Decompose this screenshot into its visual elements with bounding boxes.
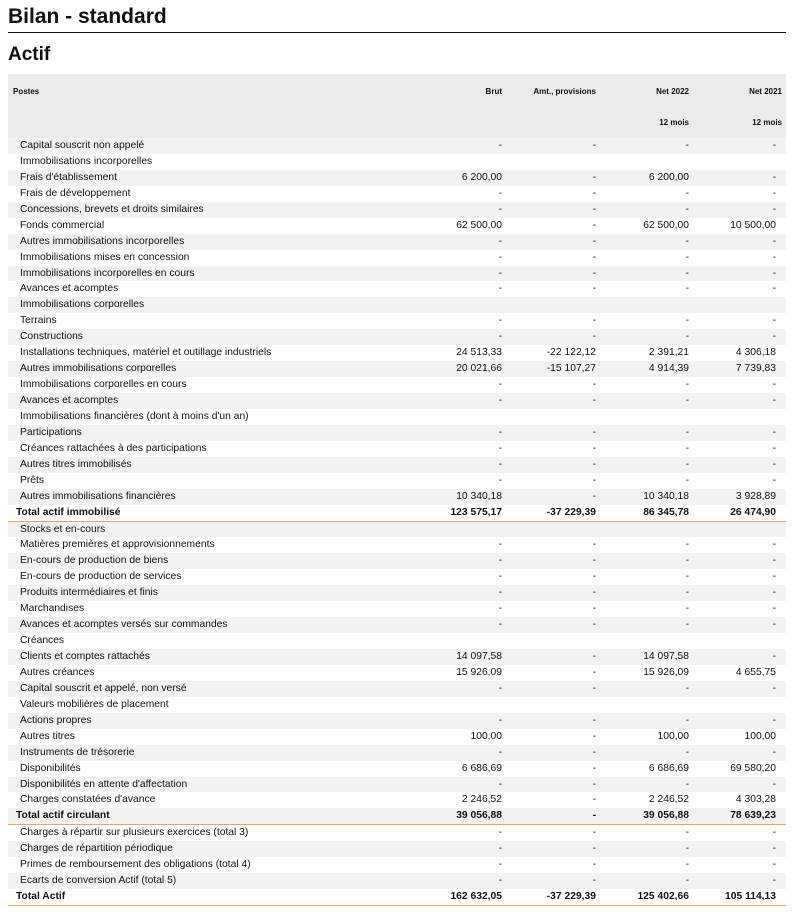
table-row bbox=[8, 857, 786, 873]
net-2022-value: 6 200,00 bbox=[648, 171, 689, 183]
table-row bbox=[8, 697, 786, 713]
table-row bbox=[8, 361, 786, 377]
row-label: Charges constatées d'avance bbox=[20, 794, 156, 806]
net-2022-value: - bbox=[685, 539, 689, 551]
table-row bbox=[8, 186, 786, 202]
net-2022-value: - bbox=[685, 474, 689, 486]
brut-value: - bbox=[498, 587, 502, 599]
brut-value: - bbox=[498, 746, 502, 758]
row-label: Total actif circulant bbox=[16, 810, 110, 822]
header-amortissements: Amt., provisions bbox=[533, 87, 596, 96]
table-row bbox=[8, 393, 786, 409]
brut-value: - bbox=[498, 235, 502, 247]
row-label: Total Actif bbox=[16, 891, 66, 903]
net-2022-value: 10 340,18 bbox=[643, 490, 689, 502]
net-2022-value: 2 246,52 bbox=[648, 794, 689, 806]
brut-value: - bbox=[498, 682, 502, 694]
table-row bbox=[8, 761, 786, 777]
net-2022-value: 62 500,00 bbox=[643, 219, 689, 231]
brut-value: - bbox=[498, 778, 502, 790]
amortissement-value: - bbox=[592, 267, 596, 279]
row-label: Primes de remboursement des obligations (total 4) bbox=[20, 859, 251, 871]
net-2022-value: - bbox=[685, 331, 689, 343]
table-row bbox=[8, 633, 786, 649]
row-label: Créances bbox=[20, 635, 65, 647]
table-row bbox=[8, 313, 786, 329]
amortissement-value: - bbox=[592, 666, 596, 678]
brut-value: - bbox=[498, 571, 502, 583]
amortissement-value: - bbox=[592, 474, 596, 486]
net-2021-value: 78 639,23 bbox=[730, 810, 776, 822]
net-2021-value: - bbox=[772, 778, 776, 790]
net-2022-value: - bbox=[685, 283, 689, 295]
brut-value: 100,00 bbox=[470, 730, 502, 742]
table-row bbox=[8, 377, 786, 393]
amortissement-value: - bbox=[592, 315, 596, 327]
net-2022-value: 6 686,69 bbox=[648, 762, 689, 774]
net-2022-value: 86 345,78 bbox=[643, 506, 689, 518]
brut-value: - bbox=[498, 283, 502, 295]
header-period-2021: 12 mois bbox=[752, 118, 782, 127]
net-2021-value: 26 474,90 bbox=[730, 506, 776, 518]
amortissement-value: - bbox=[592, 251, 596, 263]
row-label: Marchandises bbox=[20, 603, 85, 615]
table-row bbox=[8, 266, 786, 282]
brut-value: 14 097,58 bbox=[456, 651, 502, 662]
table-row bbox=[8, 441, 786, 457]
brut-value: - bbox=[498, 426, 502, 438]
net-2022-value: - bbox=[685, 587, 689, 599]
table-row bbox=[8, 585, 786, 601]
brut-value: - bbox=[498, 140, 502, 151]
net-2021-value: - bbox=[772, 539, 776, 551]
row-label: En-cours de production de biens bbox=[20, 555, 169, 567]
amortissement-value: - bbox=[592, 555, 596, 567]
row-label: Total actif immobilisé bbox=[16, 506, 121, 518]
document-title: Bilan - standard bbox=[8, 3, 786, 33]
net-2021-value: - bbox=[772, 171, 776, 183]
net-2021-value: - bbox=[772, 587, 776, 599]
amortissement-value: - bbox=[592, 762, 596, 774]
net-2021-value: 3 928,89 bbox=[735, 490, 776, 502]
brut-value: - bbox=[498, 267, 502, 279]
brut-value: 15 926,09 bbox=[456, 666, 502, 678]
net-2022-value: - bbox=[685, 603, 689, 615]
brut-value: 6 200,00 bbox=[461, 171, 502, 183]
net-2022-value: - bbox=[685, 778, 689, 790]
amortissement-value: - bbox=[592, 379, 596, 391]
net-2021-value: - bbox=[772, 714, 776, 726]
amortissement-value: - bbox=[592, 442, 596, 454]
net-2022-value: 100,00 bbox=[657, 730, 689, 742]
amortissement-value: - bbox=[592, 730, 596, 742]
amortissement-value: - bbox=[592, 331, 596, 343]
brut-value: - bbox=[498, 251, 502, 263]
net-2021-value: - bbox=[772, 235, 776, 247]
table-row bbox=[8, 457, 786, 473]
amortissement-value: - bbox=[592, 283, 596, 295]
row-label: Constructions bbox=[20, 331, 83, 343]
brut-value: - bbox=[498, 619, 502, 631]
brut-value: - bbox=[498, 603, 502, 615]
amortissement-value: - bbox=[592, 571, 596, 583]
table-body bbox=[8, 138, 786, 906]
row-label: Terrains bbox=[20, 315, 57, 327]
header-postes: Postes bbox=[13, 87, 40, 96]
net-2021-value: - bbox=[772, 187, 776, 199]
table-row bbox=[8, 202, 786, 218]
row-label: Immobilisations incorporelles en cours bbox=[20, 267, 195, 279]
amortissement-value: - bbox=[592, 682, 596, 694]
table-row bbox=[8, 218, 786, 234]
table-row bbox=[8, 569, 786, 585]
row-label: Avances et acomptes bbox=[20, 283, 119, 295]
table-row bbox=[8, 553, 786, 569]
row-label: Frais d'établissement bbox=[20, 171, 117, 183]
row-label: Clients et comptes rattachés bbox=[20, 651, 150, 662]
amortissement-value: - bbox=[592, 235, 596, 247]
net-2022-value: - bbox=[685, 426, 689, 438]
net-2022-value: - bbox=[685, 571, 689, 583]
brut-value: - bbox=[498, 395, 502, 406]
row-label: Avances et acomptes versés sur commandes bbox=[20, 619, 228, 631]
net-2022-value: - bbox=[685, 458, 689, 470]
table-row bbox=[8, 409, 786, 425]
net-2021-value: - bbox=[772, 442, 776, 454]
row-label: Capital souscrit et appelé, non versé bbox=[20, 682, 187, 694]
amortissement-value: - bbox=[592, 219, 596, 231]
net-2021-value: - bbox=[772, 603, 776, 615]
net-2022-value: - bbox=[685, 267, 689, 279]
net-2022-value: 14 097,58 bbox=[643, 651, 689, 662]
net-2022-value: 2 391,21 bbox=[648, 347, 689, 359]
amortissement-value: - bbox=[592, 587, 596, 599]
net-2021-value: 100,00 bbox=[744, 730, 776, 742]
table-row bbox=[8, 841, 786, 857]
net-2021-value: - bbox=[772, 859, 776, 871]
net-2022-value: - bbox=[685, 619, 689, 631]
net-2022-value: - bbox=[685, 203, 689, 215]
table-row bbox=[8, 170, 786, 186]
row-label: Immobilisations financières (dont à moins d'un an) bbox=[20, 410, 249, 422]
header-net-2021: Net 2021 bbox=[749, 87, 782, 96]
net-2021-value: 4 303,28 bbox=[735, 794, 776, 806]
net-2021-value: - bbox=[772, 331, 776, 343]
balance-sheet-table bbox=[8, 74, 786, 906]
row-label: Avances et acomptes bbox=[20, 395, 119, 406]
row-label: Autres titres immobilisés bbox=[20, 458, 132, 470]
section-title: Actif bbox=[8, 44, 51, 65]
amortissement-value: - bbox=[592, 619, 596, 631]
net-2022-value: 125 402,66 bbox=[637, 891, 689, 903]
row-label: Fonds commercial bbox=[20, 219, 105, 231]
brut-value: - bbox=[498, 859, 502, 871]
brut-value: 10 340,18 bbox=[456, 490, 502, 502]
table-row bbox=[8, 601, 786, 617]
brut-value: - bbox=[498, 474, 502, 486]
row-label: Actions propres bbox=[20, 714, 92, 726]
net-2021-value: - bbox=[772, 426, 776, 438]
table-row bbox=[8, 792, 786, 808]
brut-value: - bbox=[498, 442, 502, 454]
net-2022-value: - bbox=[685, 187, 689, 199]
amortissement-value: -37 229,39 bbox=[546, 891, 596, 903]
table-row bbox=[8, 825, 786, 841]
amortissement-value: -22 122,12 bbox=[546, 347, 596, 359]
net-2021-value: - bbox=[772, 827, 776, 839]
table-row bbox=[8, 154, 786, 170]
net-2021-value: 69 580,20 bbox=[730, 762, 776, 774]
amortissement-value: - bbox=[592, 203, 596, 215]
table-row bbox=[8, 665, 786, 681]
table-row bbox=[8, 713, 786, 729]
table-row bbox=[8, 729, 786, 745]
net-2021-value: - bbox=[772, 395, 776, 406]
row-label: Charges de répartition périodique bbox=[20, 843, 173, 855]
net-2021-value: - bbox=[772, 619, 776, 631]
net-2022-value: - bbox=[685, 875, 689, 887]
net-2021-value: - bbox=[772, 251, 776, 263]
row-label: Frais de développement bbox=[20, 187, 131, 199]
row-label: Immobilisations corporelles bbox=[20, 299, 145, 311]
row-label: Installations techniques, matériel et outillage industriels bbox=[20, 347, 272, 359]
row-label: Disponibilités bbox=[20, 762, 81, 774]
net-2021-value: 4 655,75 bbox=[735, 666, 776, 678]
brut-value: 62 500,00 bbox=[456, 219, 502, 231]
table-row bbox=[8, 777, 786, 793]
net-2022-value: 4 914,39 bbox=[648, 363, 689, 375]
brut-value: - bbox=[498, 714, 502, 726]
amortissement-value: - bbox=[592, 651, 596, 662]
net-2022-value: - bbox=[685, 682, 689, 694]
brut-value: 123 575,17 bbox=[450, 506, 502, 518]
row-label: Matières premières et approvisionnements bbox=[20, 539, 215, 551]
table-row bbox=[8, 473, 786, 489]
brut-value: - bbox=[498, 539, 502, 551]
table-row bbox=[8, 522, 786, 538]
net-2021-value: - bbox=[772, 267, 776, 279]
header-brut: Brut bbox=[485, 87, 502, 96]
brut-value: 20 021,66 bbox=[456, 363, 502, 375]
row-label: Disponibilités en attente d'affectation bbox=[20, 778, 188, 790]
table-row bbox=[8, 873, 786, 889]
amortissement-value: - bbox=[592, 714, 596, 726]
total-row bbox=[8, 808, 786, 825]
amortissement-value: -15 107,27 bbox=[546, 363, 596, 375]
brut-value: - bbox=[498, 843, 502, 855]
net-2021-value: - bbox=[772, 875, 776, 887]
row-label: Valeurs mobilières de placement bbox=[20, 698, 169, 710]
row-label: Prêts bbox=[20, 474, 45, 486]
amortissement-value: - bbox=[592, 778, 596, 790]
total-row bbox=[8, 889, 786, 906]
net-2021-value: - bbox=[772, 571, 776, 583]
row-label: Capital souscrit non appelé bbox=[20, 140, 145, 151]
brut-value: 6 686,69 bbox=[461, 762, 502, 774]
net-2022-value: - bbox=[685, 379, 689, 391]
amortissement-value: -37 229,39 bbox=[546, 506, 596, 518]
net-2021-value: - bbox=[772, 283, 776, 295]
amortissement-value: - bbox=[592, 746, 596, 758]
amortissement-value: - bbox=[592, 794, 596, 806]
table-row bbox=[8, 745, 786, 761]
brut-value: 24 513,33 bbox=[456, 347, 502, 359]
table-header bbox=[8, 74, 786, 138]
header-period-2022: 12 mois bbox=[659, 118, 689, 127]
row-label: Immobilisations mises en concession bbox=[20, 251, 190, 263]
net-2021-value: 4 306,18 bbox=[735, 347, 776, 359]
row-label: Concessions, brevets et droits similaires bbox=[20, 203, 204, 215]
amortissement-value: - bbox=[592, 810, 596, 822]
amortissement-value: - bbox=[592, 827, 596, 839]
row-label: Charges à répartir sur plusieurs exercices (total 3) bbox=[20, 827, 249, 839]
table-row bbox=[8, 250, 786, 266]
net-2022-value: - bbox=[685, 251, 689, 263]
amortissement-value: - bbox=[592, 843, 596, 855]
brut-value: - bbox=[498, 827, 502, 839]
net-2022-value: - bbox=[685, 395, 689, 406]
row-label: Autres créances bbox=[20, 666, 95, 678]
net-2022-value: - bbox=[685, 140, 689, 151]
net-2022-value: - bbox=[685, 442, 689, 454]
net-2022-value: 15 926,09 bbox=[643, 666, 689, 678]
net-2021-value: - bbox=[772, 140, 776, 151]
brut-value: 39 056,88 bbox=[456, 810, 502, 822]
net-2021-value: - bbox=[772, 203, 776, 215]
row-label: Participations bbox=[20, 426, 82, 438]
table-row bbox=[8, 234, 786, 250]
row-label: Instruments de trésorerie bbox=[20, 746, 135, 758]
table-row bbox=[8, 345, 786, 361]
row-label: Autres immobilisations incorporelles bbox=[20, 235, 185, 247]
net-2022-value: 39 056,88 bbox=[643, 810, 689, 822]
brut-value: - bbox=[498, 875, 502, 887]
net-2021-value: - bbox=[772, 379, 776, 391]
brut-value: - bbox=[498, 203, 502, 215]
net-2022-value: - bbox=[685, 555, 689, 567]
amortissement-value: - bbox=[592, 171, 596, 183]
net-2022-value: - bbox=[685, 714, 689, 726]
net-2022-value: - bbox=[685, 859, 689, 871]
table-row bbox=[8, 649, 786, 665]
amortissement-value: - bbox=[592, 426, 596, 438]
brut-value: - bbox=[498, 379, 502, 391]
net-2021-value: - bbox=[772, 555, 776, 567]
brut-value: - bbox=[498, 458, 502, 470]
row-label: Immobilisations incorporelles bbox=[20, 155, 153, 167]
net-2021-value: - bbox=[772, 651, 776, 662]
table-row bbox=[8, 425, 786, 441]
net-2021-value: - bbox=[772, 458, 776, 470]
total-row bbox=[8, 505, 786, 522]
table-row bbox=[8, 138, 786, 154]
row-label: Produits intermédiaires et finis bbox=[20, 587, 158, 599]
net-2021-value: - bbox=[772, 315, 776, 327]
row-label: En-cours de production de services bbox=[20, 571, 182, 583]
row-label: Autres immobilisations corporelles bbox=[20, 363, 177, 375]
amortissement-value: - bbox=[592, 539, 596, 551]
net-2022-value: - bbox=[685, 235, 689, 247]
row-label: Ecarts de conversion Actif (total 5) bbox=[20, 875, 177, 887]
row-label: Stocks et en-cours bbox=[20, 523, 106, 535]
net-2022-value: - bbox=[685, 315, 689, 327]
amortissement-value: - bbox=[592, 187, 596, 199]
brut-value: - bbox=[498, 331, 502, 343]
net-2021-value: 105 114,13 bbox=[725, 891, 776, 903]
table-row bbox=[8, 489, 786, 505]
net-2022-value: - bbox=[685, 827, 689, 839]
table-row bbox=[8, 281, 786, 297]
brut-value: 2 246,52 bbox=[461, 794, 502, 806]
net-2021-value: 7 739,83 bbox=[735, 363, 776, 375]
brut-value: - bbox=[498, 315, 502, 327]
row-label: Immobilisations corporelles en cours bbox=[20, 379, 187, 391]
amortissement-value: - bbox=[592, 458, 596, 470]
brut-value: - bbox=[498, 555, 502, 567]
amortissement-value: - bbox=[592, 140, 596, 151]
brut-value: - bbox=[498, 187, 502, 199]
net-2022-value: - bbox=[685, 843, 689, 855]
table-row bbox=[8, 537, 786, 553]
net-2021-value: - bbox=[772, 474, 776, 486]
table-row bbox=[8, 297, 786, 313]
net-2021-value: - bbox=[772, 746, 776, 758]
amortissement-value: - bbox=[592, 875, 596, 887]
row-label: Autres immobilisations financières bbox=[20, 490, 176, 502]
amortissement-value: - bbox=[592, 395, 596, 406]
table-row bbox=[8, 329, 786, 345]
amortissement-value: - bbox=[592, 490, 596, 502]
net-2021-value: - bbox=[772, 682, 776, 694]
net-2021-value: 10 500,00 bbox=[730, 219, 776, 231]
net-2021-value: - bbox=[772, 843, 776, 855]
row-label: Créances rattachées à des participations bbox=[20, 442, 207, 454]
net-2022-value: - bbox=[685, 746, 689, 758]
table-row bbox=[8, 681, 786, 697]
amortissement-value: - bbox=[592, 603, 596, 615]
amortissement-value: - bbox=[592, 859, 596, 871]
brut-value: 162 632,05 bbox=[450, 891, 502, 903]
table-row bbox=[8, 617, 786, 633]
header-net-2022: Net 2022 bbox=[656, 87, 689, 96]
row-label: Autres titres bbox=[20, 730, 75, 742]
